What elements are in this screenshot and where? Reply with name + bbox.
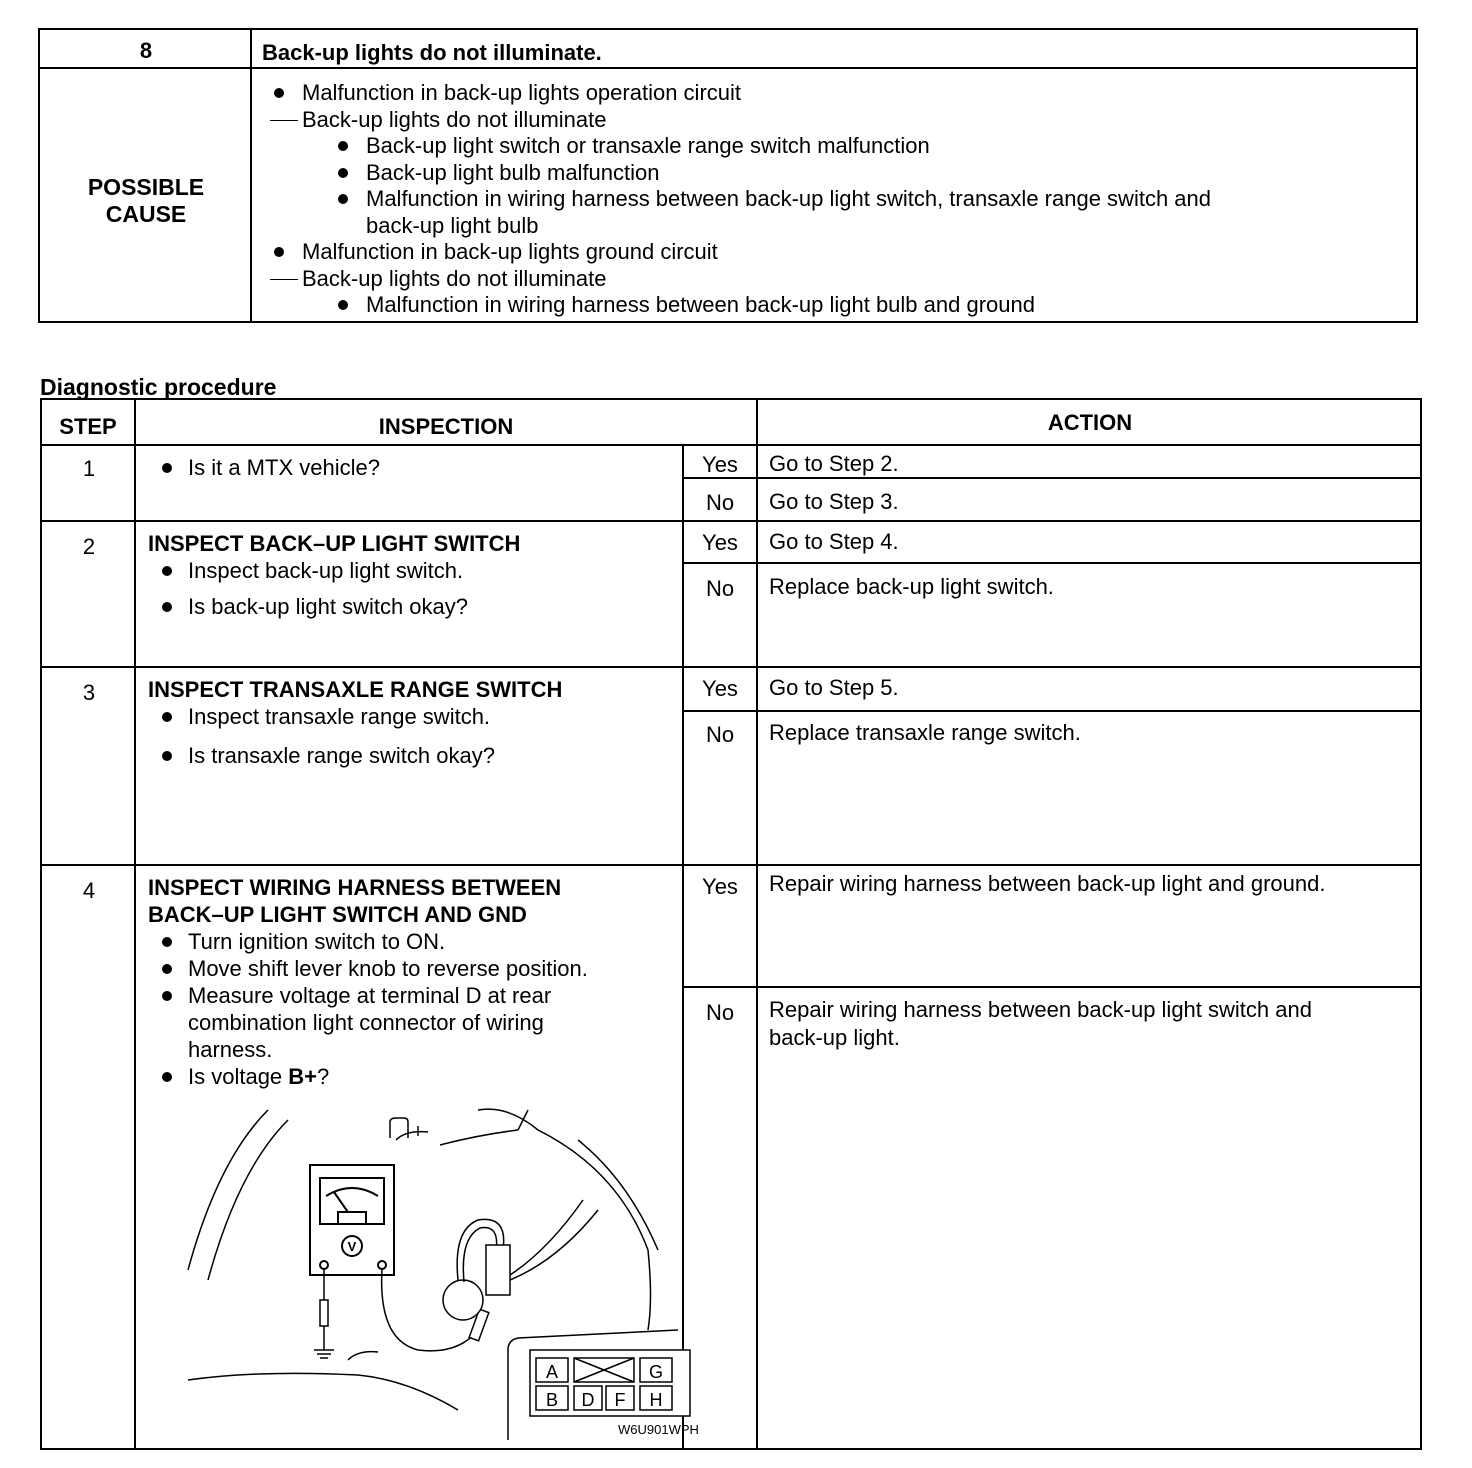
- possible-cause-label-line2: CAUSE: [105, 201, 187, 227]
- header-action: ACTION: [1047, 410, 1133, 435]
- cause-header-divider: [40, 67, 1416, 69]
- answer-no: No: [705, 490, 735, 515]
- figure-code: W6U901WPH: [618, 1422, 699, 1437]
- inspection-title-line1: INSPECT WIRING HARNESS BETWEEN: [148, 875, 562, 900]
- inspection-bullet: Inspect back-up light switch.: [148, 557, 520, 584]
- step-inspection: [148, 874, 588, 1090]
- header-inspection: INSPECTION: [378, 414, 514, 439]
- cause-detail: Back-up light bulb malfunction: [270, 160, 1211, 187]
- possible-cause-table: [38, 28, 1418, 323]
- answer-yes: Yes: [702, 530, 738, 555]
- answer-yes: Yes: [702, 874, 738, 899]
- answer-no: No: [705, 576, 735, 601]
- cause-subitem: Back-up lights do not illuminate: [270, 266, 1211, 293]
- pin-label: G: [648, 1362, 664, 1382]
- bullet-icon: [338, 194, 348, 204]
- cause-item: Malfunction in back-up lights ground circuit: [270, 239, 1211, 266]
- step-number: 3: [82, 680, 96, 705]
- bullet-icon: [162, 964, 172, 974]
- step-inspection: [148, 676, 562, 769]
- inspection-bullet: Inspect transaxle range switch.: [148, 703, 562, 730]
- step-number: 2: [82, 534, 96, 559]
- pin-label: B: [545, 1390, 559, 1410]
- inspection-bullet: Turn ignition switch to ON.: [148, 928, 588, 955]
- cause-detail: Malfunction in wiring harness between back-up light bulb and ground: [270, 292, 1211, 319]
- dash-icon: [270, 120, 298, 121]
- bullet-icon: [162, 991, 172, 1001]
- possible-cause-list: [270, 80, 1211, 319]
- bullet-icon: [338, 300, 348, 310]
- dash-icon: [270, 279, 298, 280]
- step-inspection: [148, 530, 520, 620]
- bullet-icon: [162, 751, 172, 761]
- pin-label: H: [649, 1390, 663, 1410]
- inspection-bullet: Is it a MTX vehicle?: [148, 454, 380, 481]
- row3-divider: [42, 864, 1422, 866]
- bullet-icon: [338, 141, 348, 151]
- bullet-icon: [162, 602, 172, 612]
- cause-item: Malfunction in back-up lights operation circuit: [270, 80, 1211, 107]
- inspection-bullet-continued: harness.: [188, 1037, 273, 1062]
- bullet-icon: [162, 712, 172, 722]
- inspection-title: INSPECT BACK–UP LIGHT SWITCH: [148, 531, 521, 556]
- pin-label: A: [545, 1362, 559, 1382]
- section-heading: Diagnostic procedure: [40, 374, 277, 400]
- answer-column-divider: [756, 400, 758, 1450]
- row3-split: [682, 710, 1422, 712]
- row2-divider: [42, 666, 1422, 668]
- bullet-icon: [162, 1072, 172, 1082]
- answer-no: No: [705, 1000, 735, 1025]
- possible-cause-label-line1: POSSIBLE: [87, 174, 205, 200]
- bullet-icon: [338, 168, 348, 178]
- action-no: Replace back-up light switch.: [769, 574, 1054, 599]
- pin-label: D: [581, 1390, 595, 1410]
- cause-detail: Malfunction in wiring harness between back-up light switch, transaxle range switch and: [270, 186, 1211, 213]
- step-inspection: [148, 454, 380, 481]
- inspection-bullet: Is back-up light switch okay?: [148, 593, 520, 620]
- action-no: Replace transaxle range switch.: [769, 720, 1081, 745]
- action-yes: Repair wiring harness between back-up light and ground.: [769, 871, 1326, 896]
- header-step: STEP: [59, 414, 117, 439]
- row2-split: [682, 562, 1422, 564]
- bullet-icon: [162, 937, 172, 947]
- action-yes: Go to Step 5.: [769, 675, 899, 700]
- voltmeter-illustration: [178, 1100, 699, 1440]
- bullet-icon: [162, 566, 172, 576]
- answer-no: No: [705, 722, 735, 747]
- header-divider: [42, 444, 1422, 446]
- cause-detail-continued: back-up light bulb: [366, 212, 539, 238]
- meter-symbol: V: [347, 1239, 357, 1254]
- diagnostic-procedure-table: [40, 398, 1422, 1450]
- inspection-bullet: Is transaxle range switch okay?: [148, 742, 562, 769]
- trouble-number: 8: [139, 38, 153, 63]
- row1-divider: [42, 520, 1422, 522]
- inspection-bullet: Move shift lever knob to reverse position.: [148, 955, 588, 982]
- cause-subitem: Back-up lights do not illuminate: [270, 107, 1211, 134]
- answer-yes: Yes: [702, 676, 738, 701]
- voltage-value: B+: [288, 1064, 318, 1089]
- row4-split: [682, 986, 1422, 988]
- inspection-bullet: Is voltage B+?: [148, 1063, 588, 1090]
- cause-detail: Back-up light switch or transaxle range switch malfunction: [270, 133, 1211, 160]
- step-number: 1: [82, 456, 96, 481]
- action-no-line1: Repair wiring harness between back-up light switch and: [769, 997, 1312, 1022]
- inspection-bullet: Measure voltage at terminal D at rear: [148, 982, 588, 1009]
- bullet-icon: [162, 463, 172, 473]
- answer-yes: Yes: [702, 452, 738, 477]
- bullet-icon: [274, 247, 284, 257]
- action-no: Go to Step 3.: [769, 489, 899, 514]
- inspection-title-line2: BACK–UP LIGHT SWITCH AND GND: [148, 902, 527, 927]
- action-no: [769, 996, 1312, 1052]
- action-no-line2: back-up light.: [769, 1025, 900, 1050]
- inspection-bullet-continued: combination light connector of wiring: [188, 1010, 544, 1035]
- bullet-icon: [274, 88, 284, 98]
- trouble-symptom: Back-up lights do not illuminate.: [262, 40, 602, 65]
- step-number: 4: [82, 878, 96, 903]
- possible-cause-label: [40, 174, 252, 228]
- inspection-title: INSPECT TRANSAXLE RANGE SWITCH: [148, 677, 563, 702]
- action-yes: Go to Step 2.: [769, 451, 899, 476]
- pin-label: F: [614, 1390, 626, 1410]
- action-yes: Go to Step 4.: [769, 529, 899, 554]
